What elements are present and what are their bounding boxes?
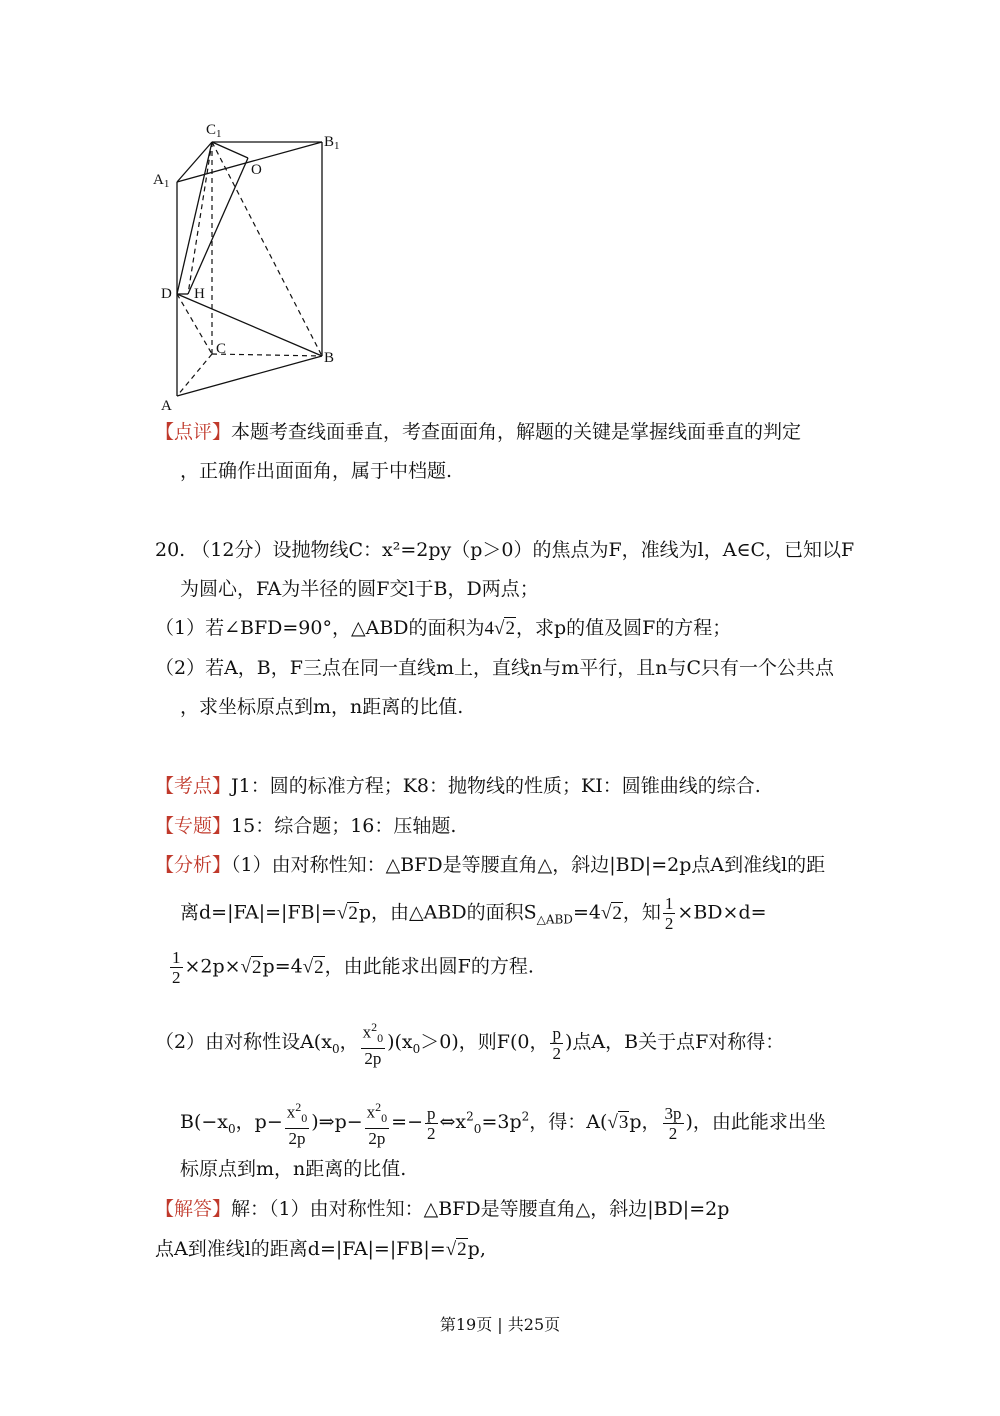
prism-figure [150,118,360,418]
comment-line2: ，正确作出面面角，属于中档题. [180,460,453,482]
comment-line1: 【点评】本题考查线面垂直，考查面面角，解题的关键是掌握线面垂直的判定 [155,421,802,443]
zhuanti-tag: 【专题】 [155,815,232,837]
zhuanti-line: 【专题】15：综合题；16：压轴题. [155,815,457,837]
comment-tag: 【点评】 [155,421,232,443]
label-d: D [161,286,172,302]
fenxi-part2-line1: （2）由对称性设$A(x_0$， $\frac{x^2_0}{2p}$ )$(x_0>0)$，则F(0， $\frac{p}{2}$ )点A，B关于点F对称得： [155,1020,785,1069]
jieda-line1: 【解答】解：（1）由对称性知：△BFD是等腰直角△，斜边|BD|=2p [155,1198,730,1220]
jieda-line2: 点A到准线l的距离d=|FA|=|FB|=√2p, [155,1238,486,1260]
fenxi-part2-line2: $B(-x_0$，p− $\frac{x^2_0}{2p}$ )⇒p− $\frac{x^2_0}{2p}$ =− $\frac{p}{2}$ $\Leftrightarrow x^2_0=3p^2$，得：A(√3p， $\frac{3p}{2}$ )，由此能求出坐 [180,1100,826,1149]
jieda-tag: 【解答】 [155,1198,232,1220]
fenxi-tag: 【分析】 [155,854,232,876]
fenxi-line2: 离d=|FA|=|FB|=√2p，由△ABD的面积$S_{\triangle ABD}=4√2$，知 $\frac{1}{2}$ ×BD×d= [180,894,767,933]
label-a1: $A_1$ [153,172,170,190]
label-a: A [161,398,172,414]
fenxi-part2-line3: 标原点到m，n距离的比值. [180,1158,407,1180]
problem-number: 20. [155,539,186,561]
label-c: C [216,341,227,357]
problem-part1: （1）若∠BFD=90°，△ABD的面积为4√2，求p的值及圆F的方程； [155,617,732,639]
problem-part2-line2: ，求坐标原点到m，n距离的比值. [180,696,464,718]
kaodian-line: 【考点】J1：圆的标准方程；K8：抛物线的性质；KI：圆锥曲线的综合. [155,775,761,797]
label-c1: $C_1$ [206,122,222,140]
label-h: H [194,286,205,302]
label-b: B [324,350,335,366]
problem-part2-line1: （2）若A，B，F三点在同一直线m上，直线n与m平行，且n与C只有一个公共点 [155,657,835,679]
problem-line2: 为圆心，FA为半径的圆F交l于B，D两点； [180,578,539,600]
label-o: O [251,162,262,178]
problem-line1: 20. （12分）设抛物线C：x²=2py（p＞0）的焦点为F，准线为l，A∈C，已知以F [155,539,855,561]
label-b1: $B_1$ [324,134,340,152]
fenxi-line1: 【分析】（1）由对称性知：△BFD是等腰直角△，斜边|BD|=2p点A到准线l的距 [155,854,826,876]
kaodian-tag: 【考点】 [155,775,232,797]
page-footer: 第19页 | 共25页 [439,1315,561,1334]
fenxi-line3: $\frac{1}{2}$ ×2p×√2p=4√2，由此能求出圆F的方程. [172,948,534,987]
